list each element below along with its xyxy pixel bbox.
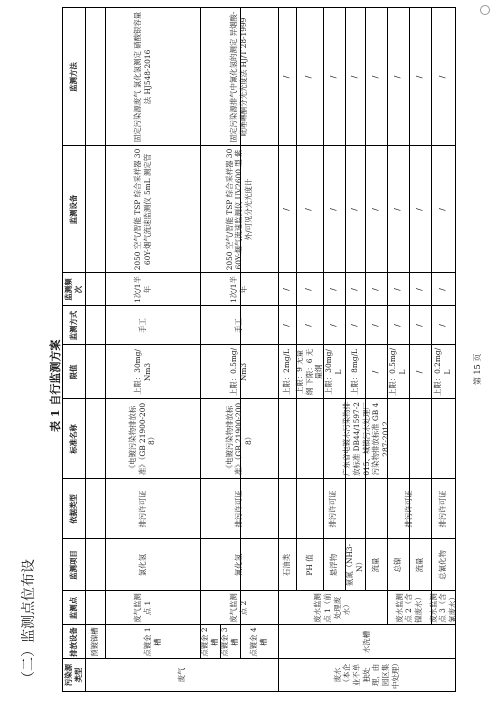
source-type-water: 废水（本企业不单独处理，由园区集中处理） xyxy=(332,659,400,689)
monitoring-frequency: 1次/1半年 xyxy=(132,276,152,303)
empty-slash: / xyxy=(349,75,359,79)
monitoring-item: PH 值 xyxy=(304,554,314,576)
monitoring-item: 悬浮物 xyxy=(329,553,339,577)
standard-name: 《电镀污染物排放标准》（GB 21900-2008） xyxy=(128,402,157,476)
header-cell: 限值 xyxy=(69,364,79,380)
monitoring-item: 石油类 xyxy=(282,553,292,577)
empty-slash: / xyxy=(281,208,291,211)
empty-slash: / xyxy=(370,324,380,327)
empty-slash: / xyxy=(392,208,402,211)
monitoring-point: 废水监测点 3（含氰废水） xyxy=(428,593,457,623)
monitoring-item: 氰化氢 xyxy=(234,553,244,577)
limit-value: 上限：2mg/L xyxy=(282,349,292,396)
empty-slash: / xyxy=(281,288,291,291)
empty-slash: / xyxy=(370,288,380,291)
header-cell: 监测方式 xyxy=(69,310,79,341)
source-type-gas: 废气 xyxy=(176,667,186,683)
empty-slash: / xyxy=(304,288,314,291)
monitoring-equipment: 2050 空气/智能 TSP 综合采样器 3060Y-烟气流速监测仪 UV2600 型 紫外/可见分光光度计 xyxy=(224,148,253,271)
header-cell: 监测设备 xyxy=(69,194,79,225)
header-cell: 监测点 xyxy=(69,596,79,620)
empty-slash: / xyxy=(437,75,447,79)
empty-slash: / xyxy=(437,208,447,211)
monitoring-point: 废气监测点 1 xyxy=(132,593,152,623)
monitoring-frequency: 1次/1半年 xyxy=(229,276,248,303)
empty-slash: / xyxy=(281,75,291,79)
header-cell: 监测频次 xyxy=(64,278,83,301)
monitoring-mode: 手工 xyxy=(234,318,244,333)
empty-slash: / xyxy=(414,75,424,79)
limit-value: 上限：9 无量纲 下限：6 无量纲 xyxy=(295,348,324,396)
basis-type: 排污许可证 xyxy=(327,490,337,528)
empty-slash: / xyxy=(392,75,402,79)
monitoring-table xyxy=(62,7,456,692)
empty-slash: / xyxy=(328,324,338,327)
monitoring-item: 总镍 xyxy=(393,557,403,573)
corner-mark-icon xyxy=(480,5,490,15)
header-cell: 污染源类型 xyxy=(64,663,83,687)
monitoring-method: 固定污染源废气 氯化氢测定 硝酸银容量法 HJ548-2016 xyxy=(132,11,152,143)
empty-slash: / xyxy=(414,288,424,291)
monitoring-point: 废气监测点 2 xyxy=(229,593,248,623)
monitoring-point: 废水监测点 1（前处理废水） xyxy=(313,593,352,623)
empty-slash: / xyxy=(370,208,380,211)
table-caption: 表 1 自行监测方案 xyxy=(49,339,62,432)
empty-slash: / xyxy=(328,75,338,79)
basis-type: 排污许可证 xyxy=(137,490,147,528)
empty-slash: / xyxy=(281,324,291,327)
limit-value: 上限：30mg/Nm3 xyxy=(132,349,152,395)
device-cell: 点镀金 2 槽 xyxy=(200,627,219,657)
monitoring-item: 总氰化物 xyxy=(438,550,448,580)
empty-slash: / xyxy=(304,75,314,79)
monitoring-item: 流量 xyxy=(371,557,381,573)
header-cell: 监测项目 xyxy=(69,550,79,580)
empty-slash: / xyxy=(370,75,380,79)
empty-slash: / xyxy=(392,288,402,291)
monitoring-item: 流量 xyxy=(415,557,425,573)
limit-value: 上限：8mg/L xyxy=(350,349,360,396)
empty-slash: / xyxy=(304,208,314,211)
header-cell: 依据类型 xyxy=(69,494,79,524)
basis-type: 排污许可证 xyxy=(438,490,448,528)
empty-slash: / xyxy=(392,324,402,327)
header-cell: 标准名称 xyxy=(69,424,79,454)
empty-slash: / xyxy=(304,324,314,327)
monitoring-point: 废水监测点 2（含镍废水） xyxy=(394,593,423,623)
empty-slash: / xyxy=(437,324,447,327)
device-cell: 点镀金 4 槽 xyxy=(249,627,268,657)
section-heading: （二）监测点位布设 xyxy=(21,559,37,685)
monitoring-item: 氯化氢 xyxy=(137,553,147,577)
empty-slash: / xyxy=(328,288,338,291)
basis-type: 排污许可证 xyxy=(234,490,244,528)
empty-slash: / xyxy=(414,208,424,211)
standard-name: 广东省电镀水污染物排放标准 DB44/1597-2015、城镇污水处理厂污染物排放标准 GB 4287-2012 xyxy=(342,402,390,476)
device-cell: 预镀镍槽 xyxy=(90,627,100,657)
empty-slash: / xyxy=(328,208,338,211)
empty-slash: / xyxy=(370,370,380,374)
basis-type: 排污许可证 xyxy=(404,490,414,528)
monitoring-equipment: 2050 空气/智能 TSP 综合采样器 3060Y-烟气流速监测仪 5mL 测定管 xyxy=(132,148,152,271)
header-cell: 排放设备 xyxy=(69,627,79,657)
standard-name: 《电镀污染物排放标准》（GB 21900-2008） xyxy=(224,402,253,476)
monitoring-method: 固定污染源排气中氰化氢的测定 异烟酸-吡唑啉酮分光光度法 HJ/T 28-1999 xyxy=(229,11,248,143)
monitoring-mode: 手工 xyxy=(137,318,147,333)
empty-slash: / xyxy=(349,208,359,211)
empty-slash: / xyxy=(414,370,424,374)
device-cell: 点镀金 1 槽 xyxy=(142,627,162,657)
page-number: 第 15 页 xyxy=(473,353,482,385)
header-cell: 监测方法 xyxy=(69,62,79,92)
limit-value: 上限：30mg/L xyxy=(324,349,343,395)
device-cell: 水洗槽 xyxy=(361,630,371,654)
empty-slash: / xyxy=(349,288,359,291)
empty-slash: / xyxy=(437,288,447,291)
empty-slash: / xyxy=(414,324,424,327)
limit-value: 上限：0.5mg/Nm3 xyxy=(229,347,248,397)
device-cell: 点镀金 3 槽 xyxy=(220,627,239,657)
limit-value: 上限：0.5mg/L xyxy=(388,347,407,397)
monitoring-item: 氨氮（NH3-N） xyxy=(345,543,364,587)
limit-value: 上限：0.2mg/L xyxy=(433,347,452,397)
empty-slash: / xyxy=(349,324,359,327)
